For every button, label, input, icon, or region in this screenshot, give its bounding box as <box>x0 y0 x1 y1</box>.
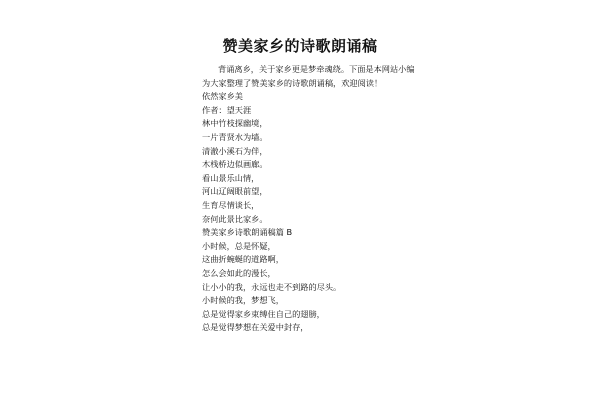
poem-line: 林中竹枝探幽境， <box>202 118 268 129</box>
poem-line: 奈何此景比家乡。 <box>202 213 268 224</box>
section-heading: 赞美家乡诗歌朗诵稿篇 B <box>202 227 293 238</box>
poem-line: 一片青贤水为墙。 <box>202 131 268 142</box>
poem-line: 清澈小溪石为伴， <box>202 145 268 156</box>
poem-line: 看山景乐山情， <box>202 172 260 183</box>
poem-line: 木栈桥边似画廊。 <box>202 159 268 170</box>
intro-line: 为大家整理了赞美家乡的诗歌朗诵稿，欢迎阅读！ <box>202 77 383 88</box>
poem-line: 总是觉得梦想在关爱中封存， <box>202 322 309 333</box>
poem-line: 这曲折蜿蜒的道路啊， <box>202 254 284 265</box>
poem-line: 小时候的我，梦想飞， <box>202 295 284 306</box>
document-body <box>202 63 462 335</box>
poem-line: 让小小的我，永远也走不到路的尽头。 <box>202 281 342 292</box>
poem-line: 怎么会如此的漫长， <box>202 267 276 278</box>
poem-line: 总是觉得家乡束缚住自己的翅膀， <box>202 308 325 319</box>
poem-author: 作者：望天涯 <box>202 104 252 115</box>
document-title: 赞美家乡的诗歌朗诵稿 <box>222 37 378 55</box>
poem-line: 生育尽情谈长， <box>202 199 260 210</box>
poem-title: 依然家乡美 <box>202 91 243 102</box>
poem-line: 河山辽阔眼前望， <box>202 186 268 197</box>
poem-line: 小时候，总是怀疑， <box>202 240 276 251</box>
intro-line: 背诵离乡，关于家乡更是梦牵魂绕。下面是本网站小编 <box>218 64 415 74</box>
